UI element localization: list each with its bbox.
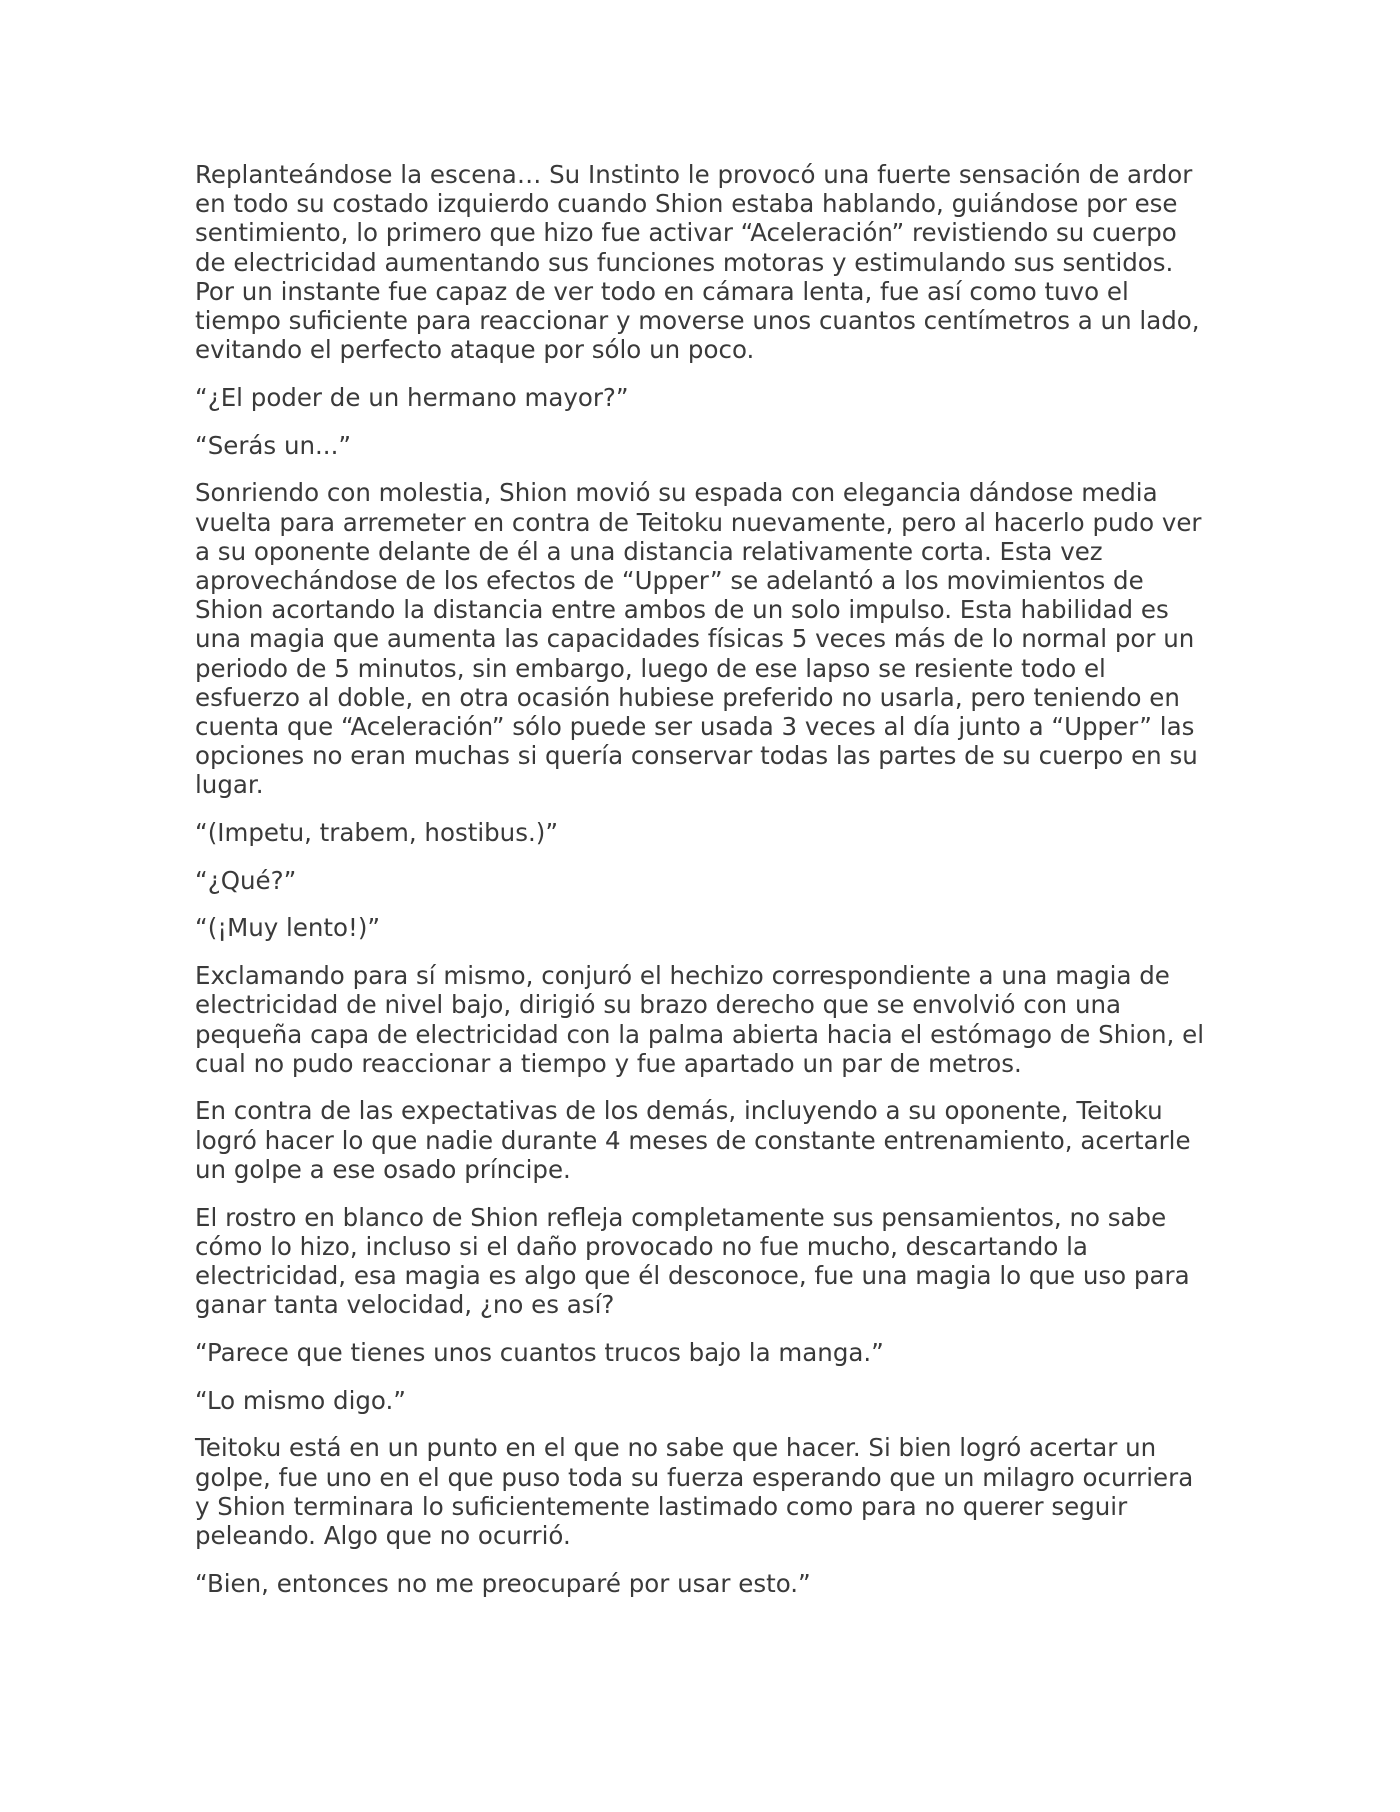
paragraph-dialogue: “Serás un...”	[195, 430, 352, 460]
paragraph-dialogue: “Lo mismo digo.”	[195, 1385, 406, 1415]
paragraph-narration: En contra de las expectativas de los demás, incluyendo a su oponente, Teitoku logró hacer lo que nadie durante 4 meses de constante entrenamiento, acertarle un golpe a ese osado príncipe.	[195, 1096, 1191, 1184]
paragraph-dialogue: “Parece que tienes unos cuantos trucos bajo la manga.”	[195, 1337, 884, 1367]
paragraph-dialogue: “(Impetu, trabem, hostibus.)”	[195, 818, 559, 848]
paragraph-dialogue: “¿El poder de un hermano mayor?”	[195, 382, 629, 412]
paragraph-narration: Sonriendo con molestia, Shion movió su espada con elegancia dándose media vuelta para arremeter en contra de Teitoku nuevamente, pero al hacerlo pudo ver a su oponente delante de él a una distancia relativamente corta. Esta vez aprovechándose de los efectos de “Upper” se adelantó a los movimientos de Shion acortando la distancia entre ambos de un solo impulso. Esta habilidad es una magia que aumenta las capacidades físicas 5 veces más de lo normal por un periodo de 5 minutos, sin embargo, luego de ese lapso se resiente todo el esfuerzo al doble, en otra ocasión hubiese preferido no usarla, pero teniendo en cuenta que “Aceleración” sólo puede ser usada 3 veces al día junto a “Upper” las opciones no eran muchas si quería conservar todas las partes de su cuerpo en su lugar.	[195, 478, 1202, 800]
paragraph-dialogue: “(¡Muy lento!)”	[195, 913, 381, 943]
paragraph-dialogue: “Bien, entonces no me preocuparé por usar esto.”	[195, 1568, 811, 1598]
paragraph-narration: Teitoku está en un punto en el que no sabe que hacer. Si bien logró acertar un golpe, fue uno en el que puso toda su fuerza esperando que un milagro ocurriera y Shion terminara lo suficientemente lastimado como para no querer seguir peleando. Algo que no ocurrió.	[195, 1433, 1194, 1550]
document-page	[195, 160, 1205, 1616]
paragraph-narration: Replanteándose la escena… Su Instinto le provocó una fuerte sensación de ardor en todo su costado izquierdo cuando Shion estaba hablando, guiándose por ese sentimiento, lo primero que hizo fue activar “Aceleración” revistiendo su cuerpo de electricidad aumentando sus funciones motoras y estimulando sus sentidos. Por un instante fue capaz de ver todo en cámara lenta, fue así como tuvo el tiempo suficiente para reaccionar y moverse unos cuantos centímetros a un lado, evitando el perfecto ataque por sólo un poco.	[195, 160, 1200, 365]
paragraph-narration: Exclamando para sí mismo, conjuró el hechizo correspondiente a una magia de electricidad de nivel bajo, dirigió su brazo derecho que se envolvió con una pequeña capa de electricidad con la palma abierta hacia el estómago de Shion, el cual no pudo reaccionar a tiempo y fue apartado un par de metros.	[195, 961, 1204, 1078]
paragraph-dialogue: “¿Qué?”	[195, 865, 297, 895]
paragraph-narration: El rostro en blanco de Shion refleja completamente sus pensamientos, no sabe cómo lo hizo, incluso si el daño provocado no fue mucho, descartando la electricidad, esa magia es algo que él desconoce, fue una magia lo que uso para ganar tanta velocidad, ¿no es así?	[195, 1202, 1190, 1320]
